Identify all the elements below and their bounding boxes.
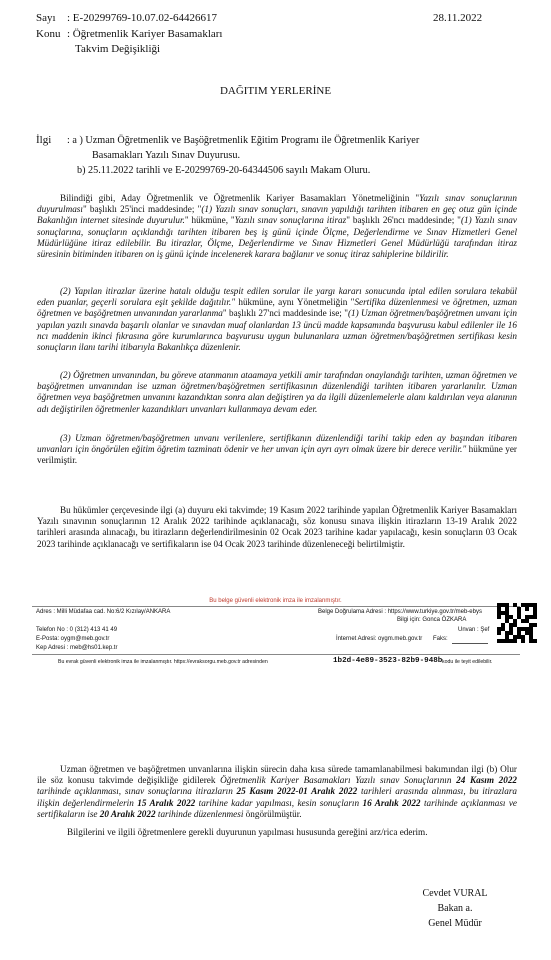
text-run: 15 Aralık 2022 — [137, 797, 196, 808]
footer-verify-note: Bu evrak güvenli elektronik imza ile imzalanmıştır. https://evraksorgu.meb.gov.tr adresinden — [58, 659, 268, 665]
text-run: tarihleri arasında alınması, bu itirazlara ilişkin değerlendirmelerin — [37, 786, 517, 808]
verification-code: 1b2d-4e89-3523-82b9-948b — [333, 657, 443, 665]
text-run: (1) Uzman öğretmen/başöğretmen unvanı için yapılan yazılı sınavda başarılı olanlar ve sınavdan muaf olanlardan 13 üncü madde kapsamında başvurusu kabul edilenler ile 16 ncı maddenin ikinci fıkrasına göre kurumlarınca başvurusu uygun bulunanlara uzman öğretmen/başöğretmen sertifikası kesin sonuçların ilanı tarihi itibarıyla Bakanlıkça düzenlenir. — [37, 308, 517, 353]
text-run: tarihine kadar yapılması, kesin sonuçların — [195, 797, 363, 808]
signature-name: Cevdet VURAL — [422, 888, 488, 899]
sayi-value: : E-20299769-10.07.02-64426617 — [67, 12, 218, 24]
text-run: Sertifika düzenlenmesi ve öğretmen, uzman öğretmen ve başöğretmen unvanından yararlanma — [37, 297, 517, 319]
footer-email: E-Posta: oygm@meb.gov.tr — [36, 636, 110, 642]
qr-module — [533, 639, 537, 643]
text-run: Yazılı sınav sonuçlarının duyurulması — [37, 193, 518, 215]
text-run: hükmüne, aynı Yönetmeliğin " — [235, 297, 355, 308]
footer-verify-suffix: kodu ile teyit edilebilir. — [442, 659, 493, 665]
text-run: " başlıklı 25'inci maddesinde; " — [82, 204, 202, 215]
text-run: hükmüne yer verilmiştir. — [37, 444, 517, 466]
footer-info-contact: Bilgi için: Gonca ÖZKARA — [397, 617, 467, 623]
footer-divider-top — [32, 606, 520, 607]
paragraph-6 — [37, 764, 517, 820]
text-run: (1) Yazılı sınav sonuçlarına, sonuçların açıklandığı tarihten itibaren beş iş günü içinde Ölçme, Değerlendirme ve Sınav Hizmetleri Genel Müdürlüğüne itiraz edilebilir. Bu itirazlar, Ölçme, Değerlendirme ve Sınav Hizmetleri Genel Müdürlüğü tarafından itiraz süresinin bitiminden itibaren on iş günü içinde incelenerek karara bağlanır ve sonuç itiraz sahiplerine bildirilir. — [37, 215, 517, 260]
paragraph-7: Bilgilerini ve ilgili öğretmenlere gerekli duyurunun yapılması hususunda gereğini arz/rica ederim. — [67, 827, 428, 837]
document-date: 28.11.2022 — [433, 12, 483, 24]
footer-address: Adres : Milli Müdafaa cad. No:6/2 Kızılay/ANKARA — [36, 609, 171, 615]
paragraph-5: Bu hükümler çerçevesinde ilgi (a) duyuru eki takvimde; 19 Kasım 2022 tarihinde yapılan Öğretmenlik Kariyer Basamakları Yazılı sınavının sonuçlarının 12 Aralık 2022 tarihinde açıklanacağı, söz konusu sınava ilişkin itirazların 13-19 Aralık 2022 tarihleri arasında alınacağı, bu itirazların değerlendirilmesinin 02 Ocak 2023 tarihine kadar yapılacağı, kesin sonuçların 03 Ocak 2023 tarihinde açıklanacağı ve sertifikaların ise 04 Ocak 2023 tarihinde düzenleneceği belirtilmiştir. — [37, 505, 517, 549]
paragraph-4 — [37, 433, 517, 467]
text-run: Öğretmenlik Kariyer Basamakları Yazılı sınav Sonuçlarının — [220, 775, 457, 786]
signature-role2: Genel Müdür — [428, 918, 482, 929]
footer-fax: Faks: — [433, 636, 448, 642]
text-run: " hükmüne, " — [184, 215, 235, 226]
text-run: tarihinde açıklanması, sınav sonuçlarına itirazların — [37, 786, 237, 797]
text-run: (2) Yapılan itirazlar üzerine hatalı olduğu tespit edilen sorular ile yargı kararı sonucunda iptal edilen sorulara tekabül eden puanlar, geçerli sorulara eşit şekilde dağıtılır." — [37, 286, 517, 308]
signature-block — [400, 886, 510, 931]
text-run: " başlıklı 26'ncı maddesinde; " — [346, 215, 461, 226]
paragraph-3: (2) Öğretmen unvanından, bu göreve atanmanın ataamaya yetkili amir tarafından onaylandığı tarihten, uzman öğretmen ve başöğretmen unvanından ise uzman öğretmen/başöğretmen sertifikasının düzenlendiği tarihten itibaren yararlanılır. Uzman öğretmen veya başöğretmen unvanını kazandıktan sonra alan değiştiren ya da ilgili düzenlemelerle alanı kaldırılan veya alanının adı değiştirilen öğretmenler kazandıkları unvanları kullanmaya devam eder. — [37, 370, 517, 414]
footer-phone: Telefon No : 0 (312) 413 41 49 — [36, 627, 118, 633]
text-run: tarihinde açıklanması ve sertifikaların ise — [37, 797, 518, 819]
paragraph-2 — [37, 286, 517, 353]
text-run: 20 Aralık 2022 — [99, 808, 156, 819]
paragraph-1 — [37, 193, 517, 260]
footer-internet: İnternet Adresi: oygm.meb.gov.tr — [336, 636, 423, 642]
signature-role1: Bakan a. — [437, 903, 473, 914]
text-run: 16 Aralık 2022 — [362, 797, 421, 808]
konu-line1: : Öğretmenlik Kariyer Basamakları — [67, 28, 223, 40]
text-run: (3) Uzman öğretmen/başöğretmen unvanı verilenlere, sertifikanın düzenlendiği tarihi takip eden ay başından itibaren unvanları için öngörülen eğitim öğretim tazminatı ödenir ve her unvan için ayrı ayrı olmak üzere bir derece verilir." — [37, 433, 517, 455]
text-run: öngörülmüştür. — [243, 808, 302, 819]
ilgi-label: İlgi — [36, 134, 52, 146]
qr-code — [497, 603, 537, 643]
footer-title: Unvan : Şef — [458, 627, 490, 633]
distribution-heading: DAĞITIM YERLERİNE — [219, 85, 332, 97]
text-run: " başlıklı 27'nci maddesinde ise; " — [222, 308, 348, 319]
sayi-label: Sayı — [36, 12, 56, 24]
ilgi-b-line: b) 25.11.2022 tarihli ve E-20299769-20-64344506 sayılı Makam Oluru. — [77, 165, 371, 176]
konu-label: Konu — [36, 28, 61, 40]
text-run: Bilindiği gibi, Aday Öğretmenlik ve Öğretmenlik Kariyer Basamakları Yönetmeliğinin " — [60, 193, 420, 203]
fax-blank-line — [452, 643, 488, 644]
konu-line2: Takvim Değişikliği — [75, 43, 161, 55]
text-run: Yazılı sınav sonuçlarına itiraz — [234, 215, 347, 226]
text-run: (1) Yazılı sınav sonuçları, sınavın yapıldığı tarihten itibaren en geç otuz gün içinde Bakanlığın internet sitesinde duyurulur. — [37, 204, 518, 226]
text-run: tarihinde düzenlenmesi — [155, 808, 244, 819]
ilgi-a-line2: Basamakları Yazılı Sınav Duyurusu. — [92, 150, 240, 161]
esign-notice: Bu belge güvenli elektronik imza ile imzalanmıştır. — [209, 598, 342, 604]
text-run: 25 Kasım 2022-01 Aralık 2022 — [236, 786, 358, 797]
text-run: 24 Kasım 2022 — [456, 775, 518, 786]
text-run: Uzman öğretmen ve başöğretmen unvanlarına ilişkin sürecin daha kısa sürede tamamlanabilmesi bakımından ilgi (b) Olur ile söz konusu takvimde değişikliğe gidilerek — [37, 764, 517, 786]
footer-kep: Kep Adresi : meb@hs01.kep.tr — [36, 645, 118, 651]
footer-divider-bottom — [32, 654, 520, 655]
ilgi-a-line1: : a ) Uzman Öğretmenlik ve Başöğretmenlik Eğitim Programı ile Öğretmenlik Kariyer — [67, 135, 420, 146]
footer-verify-url: Belge Doğrulama Adresi : https://www.turkiye.gov.tr/meb-ebys — [318, 609, 482, 615]
